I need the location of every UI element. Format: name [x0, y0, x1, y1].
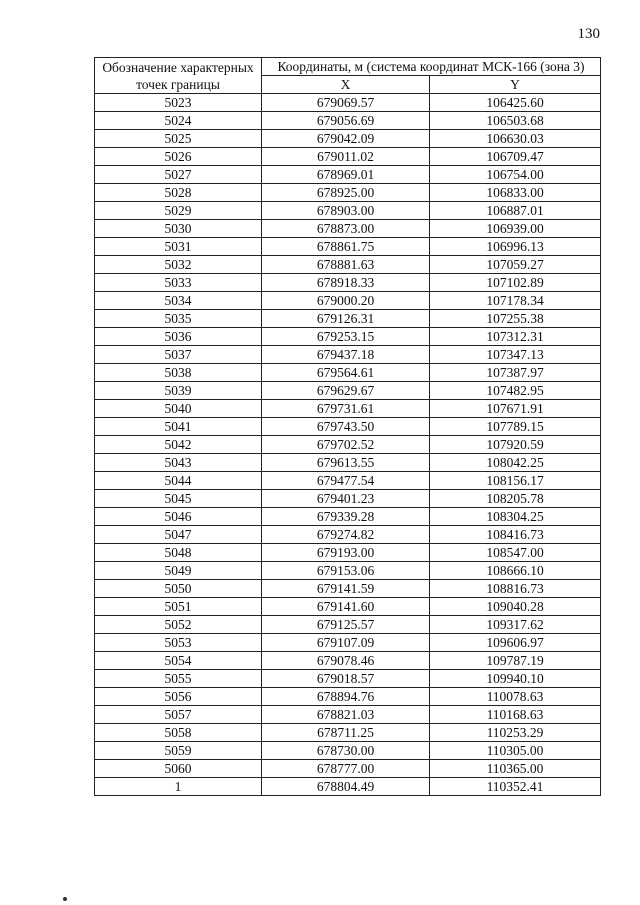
x-cell: 679000.20: [262, 292, 430, 310]
point-cell: 5053: [95, 634, 262, 652]
y-cell: 106630.03: [430, 130, 601, 148]
y-cell: 109940.10: [430, 670, 601, 688]
y-cell: 107671.91: [430, 400, 601, 418]
table-row: [95, 652, 601, 670]
y-cell: 110352.41: [430, 778, 601, 796]
point-cell: 5044: [95, 472, 262, 490]
table-row: [95, 112, 601, 130]
x-cell: 678894.76: [262, 688, 430, 706]
point-cell: 5036: [95, 328, 262, 346]
table-row: [95, 706, 601, 724]
y-cell: 108205.78: [430, 490, 601, 508]
table-row: [95, 310, 601, 328]
point-cell: 5034: [95, 292, 262, 310]
point-cell: 5055: [95, 670, 262, 688]
y-cell: 107347.13: [430, 346, 601, 364]
y-cell: 106887.01: [430, 202, 601, 220]
point-cell: 5028: [95, 184, 262, 202]
x-cell: 679339.28: [262, 508, 430, 526]
table-row: [95, 256, 601, 274]
table-row: [95, 94, 601, 112]
point-cell: 5030: [95, 220, 262, 238]
point-cell: 5027: [95, 166, 262, 184]
x-cell: 679274.82: [262, 526, 430, 544]
x-cell: 678804.49: [262, 778, 430, 796]
y-cell: 108156.17: [430, 472, 601, 490]
table-row: [95, 292, 601, 310]
table-row: [95, 670, 601, 688]
point-cell: 5046: [95, 508, 262, 526]
table-row: [95, 526, 601, 544]
x-cell: 679141.60: [262, 598, 430, 616]
y-cell: 106996.13: [430, 238, 601, 256]
x-cell: 679042.09: [262, 130, 430, 148]
table-row: [95, 490, 601, 508]
x-cell: 679401.23: [262, 490, 430, 508]
points-column-header: [95, 58, 262, 94]
y-cell: 107178.34: [430, 292, 601, 310]
x-cell: 679437.18: [262, 346, 430, 364]
point-cell: 5057: [95, 706, 262, 724]
scan-speck: [63, 897, 67, 901]
y-cell: 107920.59: [430, 436, 601, 454]
table-row: [95, 598, 601, 616]
x-column-header: X: [262, 76, 430, 94]
table-row: [95, 274, 601, 292]
point-cell: 5032: [95, 256, 262, 274]
table-row: [95, 364, 601, 382]
x-cell: 679107.09: [262, 634, 430, 652]
point-cell: 5029: [95, 202, 262, 220]
table-row: [95, 148, 601, 166]
point-cell: 5033: [95, 274, 262, 292]
table-row: [95, 562, 601, 580]
point-cell: 5038: [95, 364, 262, 382]
table-row: [95, 454, 601, 472]
point-cell: 5039: [95, 382, 262, 400]
table-row: [95, 778, 601, 796]
x-cell: 678903.00: [262, 202, 430, 220]
y-cell: 109606.97: [430, 634, 601, 652]
x-cell: 678918.33: [262, 274, 430, 292]
point-cell: 5058: [95, 724, 262, 742]
page-number: 130: [577, 26, 600, 42]
table-row: [95, 472, 601, 490]
x-cell: 678730.00: [262, 742, 430, 760]
point-cell: 5045: [95, 490, 262, 508]
x-cell: 679731.61: [262, 400, 430, 418]
y-cell: 107482.95: [430, 382, 601, 400]
y-cell: 107387.97: [430, 364, 601, 382]
point-cell: 5049: [95, 562, 262, 580]
coordinates-group-header: [262, 58, 601, 76]
point-cell: 5040: [95, 400, 262, 418]
x-cell: 679743.50: [262, 418, 430, 436]
x-cell: 679141.59: [262, 580, 430, 598]
point-cell: 5050: [95, 580, 262, 598]
x-cell: 678881.63: [262, 256, 430, 274]
y-column-header: Y: [430, 76, 601, 94]
x-cell: 679253.15: [262, 328, 430, 346]
x-cell: 678821.03: [262, 706, 430, 724]
table-row: [95, 742, 601, 760]
point-cell: 1: [95, 778, 262, 796]
table-row: [95, 346, 601, 364]
table-row: [95, 184, 601, 202]
table-row: [95, 508, 601, 526]
x-cell: 678925.00: [262, 184, 430, 202]
x-cell: 679193.00: [262, 544, 430, 562]
y-cell: 108816.73: [430, 580, 601, 598]
point-cell: 5023: [95, 94, 262, 112]
table-row: [95, 202, 601, 220]
y-cell: 110168.63: [430, 706, 601, 724]
y-cell: 106425.60: [430, 94, 601, 112]
y-cell: 106709.47: [430, 148, 601, 166]
y-cell: 106833.00: [430, 184, 601, 202]
point-cell: 5059: [95, 742, 262, 760]
x-cell: 678711.25: [262, 724, 430, 742]
x-cell: 678873.00: [262, 220, 430, 238]
x-cell: 679477.54: [262, 472, 430, 490]
points-column-label: Обозначение характерных точек границы: [102, 59, 254, 92]
y-cell: 107312.31: [430, 328, 601, 346]
x-cell: 679018.57: [262, 670, 430, 688]
table-row: [95, 130, 601, 148]
y-cell: 109787.19: [430, 652, 601, 670]
point-cell: 5035: [95, 310, 262, 328]
y-cell: 110253.29: [430, 724, 601, 742]
coordinates-group-label: Координаты, м (система координат МСК-166 (зона 3): [277, 59, 585, 74]
table-row: [95, 418, 601, 436]
table-body: [95, 94, 601, 796]
y-cell: 108042.25: [430, 454, 601, 472]
x-cell: 679125.57: [262, 616, 430, 634]
table-row: [95, 328, 601, 346]
x-cell: 678969.01: [262, 166, 430, 184]
point-cell: 5051: [95, 598, 262, 616]
coordinates-table: [94, 57, 601, 796]
table-row: [95, 166, 601, 184]
point-cell: 5025: [95, 130, 262, 148]
table-header: [95, 58, 601, 94]
table-row: [95, 544, 601, 562]
point-cell: 5043: [95, 454, 262, 472]
point-cell: 5026: [95, 148, 262, 166]
y-cell: 108666.10: [430, 562, 601, 580]
y-cell: 106503.68: [430, 112, 601, 130]
y-cell: 107789.15: [430, 418, 601, 436]
point-cell: 5056: [95, 688, 262, 706]
point-cell: 5060: [95, 760, 262, 778]
table-row: [95, 238, 601, 256]
x-cell: 679078.46: [262, 652, 430, 670]
y-cell: 109040.28: [430, 598, 601, 616]
x-cell: 679564.61: [262, 364, 430, 382]
y-cell: 108416.73: [430, 526, 601, 544]
point-cell: 5054: [95, 652, 262, 670]
x-cell: 678861.75: [262, 238, 430, 256]
y-cell: 110305.00: [430, 742, 601, 760]
point-cell: 5042: [95, 436, 262, 454]
y-cell: 110365.00: [430, 760, 601, 778]
x-cell: 679153.06: [262, 562, 430, 580]
table-row: [95, 382, 601, 400]
table-row: [95, 436, 601, 454]
table-row: [95, 400, 601, 418]
x-cell: 679056.69: [262, 112, 430, 130]
table-row: [95, 724, 601, 742]
y-cell: 108304.25: [430, 508, 601, 526]
point-cell: 5037: [95, 346, 262, 364]
table-row: [95, 616, 601, 634]
y-cell: 107102.89: [430, 274, 601, 292]
table-row: [95, 220, 601, 238]
y-cell: 107255.38: [430, 310, 601, 328]
x-cell: 679613.55: [262, 454, 430, 472]
x-cell: 679011.02: [262, 148, 430, 166]
point-cell: 5041: [95, 418, 262, 436]
y-cell: 110078.63: [430, 688, 601, 706]
x-cell: 679069.57: [262, 94, 430, 112]
table-row: [95, 634, 601, 652]
point-cell: 5048: [95, 544, 262, 562]
table-row: [95, 580, 601, 598]
x-cell: 679702.52: [262, 436, 430, 454]
x-cell: 679629.67: [262, 382, 430, 400]
table-row: [95, 760, 601, 778]
x-cell: 678777.00: [262, 760, 430, 778]
y-cell: 109317.62: [430, 616, 601, 634]
x-cell: 679126.31: [262, 310, 430, 328]
table-row: [95, 688, 601, 706]
point-cell: 5047: [95, 526, 262, 544]
point-cell: 5024: [95, 112, 262, 130]
y-cell: 106754.00: [430, 166, 601, 184]
y-cell: 107059.27: [430, 256, 601, 274]
point-cell: 5031: [95, 238, 262, 256]
point-cell: 5052: [95, 616, 262, 634]
y-cell: 106939.00: [430, 220, 601, 238]
y-cell: 108547.00: [430, 544, 601, 562]
